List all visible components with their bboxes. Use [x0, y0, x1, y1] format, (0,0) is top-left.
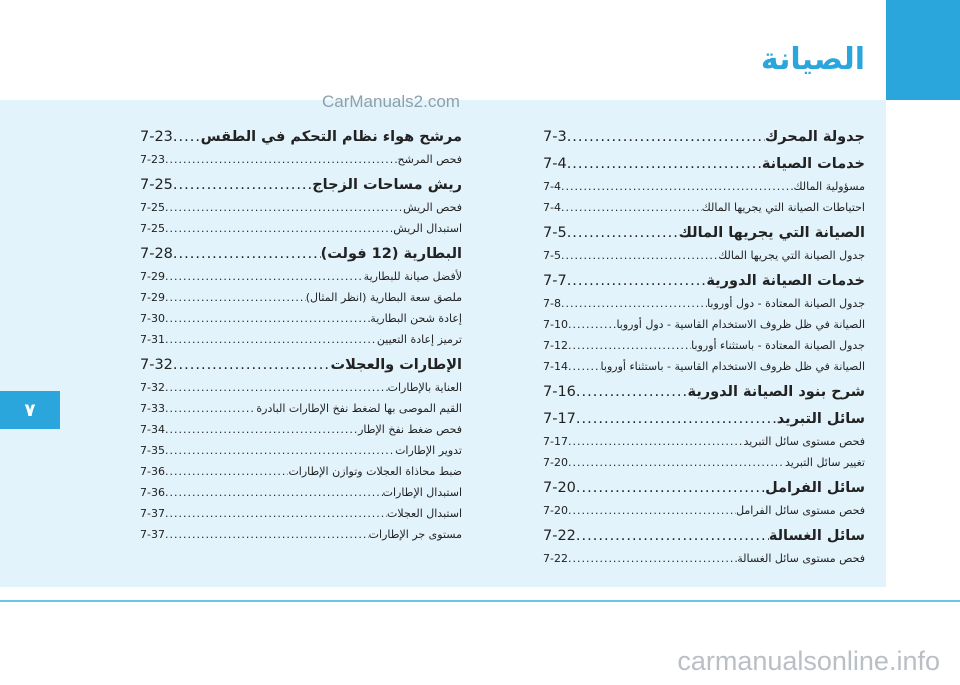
toc-leader — [173, 177, 312, 193]
toc-heading[interactable] — [543, 266, 865, 289]
toc-entry[interactable] — [543, 310, 865, 331]
watermark: CarManuals2.com — [322, 92, 460, 111]
toc-label: ملصق سعة البطارية (انظر المثال) — [305, 291, 462, 304]
toc-entry[interactable] — [140, 304, 462, 325]
toc-label: جدولة المحرك — [764, 129, 865, 145]
toc-page-number: 7-23 — [140, 129, 173, 145]
right-edge-accent — [886, 0, 960, 100]
toc-label: شرح بنود الصيانة الدورية — [687, 384, 865, 400]
toc-column-left — [140, 118, 462, 541]
toc-label: استبدال الريش — [393, 222, 462, 235]
toc-heading[interactable] — [543, 377, 865, 400]
toc-label: تغيير سائل التبريد — [785, 456, 865, 469]
toc-entry[interactable] — [140, 262, 462, 283]
toc-page-number: 7-29 — [140, 291, 165, 304]
toc-page-number: 7-12 — [543, 339, 568, 352]
right-edge-pale — [886, 100, 960, 588]
toc-page-number: 7-30 — [140, 312, 165, 325]
toc-label: البطارية (12 فولت) — [320, 246, 462, 262]
toc-page-number: 7-22 — [543, 552, 568, 565]
toc-label: احتياطات الصيانة التي يجريها المالك — [701, 201, 865, 214]
toc-leader — [568, 339, 691, 352]
toc-page-number: 7-20 — [543, 480, 576, 496]
toc-leader — [568, 318, 616, 331]
toc-page-number: 7-7 — [543, 273, 567, 289]
toc-leader — [567, 225, 679, 241]
footer-logo: carmanualsonline.info — [677, 646, 940, 676]
page-title: الصيانة — [760, 42, 865, 77]
toc-page-number: 7-36 — [140, 465, 165, 478]
toc-leader — [173, 357, 331, 373]
toc-leader — [173, 246, 321, 262]
header-band — [0, 0, 886, 100]
toc-label: فحص الريش — [403, 201, 462, 214]
toc-label: سائل التبريد — [776, 411, 865, 427]
toc-leader — [567, 156, 762, 172]
toc-leader — [568, 504, 736, 517]
toc-leader — [165, 381, 388, 394]
toc-label: ريش مساحات الزجاج — [312, 177, 462, 193]
toc-page-number: 7-4 — [543, 180, 561, 193]
toc-page-number: 7-3 — [543, 129, 567, 145]
toc-label: القيم الموصى بها لضغط نفخ الإطارات البادرة — [256, 402, 462, 415]
toc-column-right — [543, 118, 865, 565]
toc-heading[interactable] — [140, 170, 462, 193]
toc-leader — [173, 129, 201, 145]
toc-leader — [165, 444, 395, 457]
toc-page-number: 7-28 — [140, 246, 173, 262]
toc-leader — [567, 129, 765, 145]
toc-page-number: 7-35 — [140, 444, 165, 457]
toc-page-number: 7-32 — [140, 381, 165, 394]
toc-entry[interactable] — [140, 145, 462, 166]
toc-entry[interactable] — [543, 352, 865, 373]
toc-label: جدول الصيانة المعتادة - باستثناء أوروبا — [691, 339, 865, 352]
toc-leader — [165, 507, 387, 520]
toc-leader — [568, 360, 601, 373]
toc-label: مسؤولية المالك — [793, 180, 865, 193]
toc-label: لأفضل صيانة للبطارية — [363, 270, 462, 283]
toc-leader — [165, 333, 377, 346]
toc-heading[interactable] — [140, 122, 462, 145]
toc-page-number: 7-20 — [543, 456, 568, 469]
toc-leader — [165, 270, 364, 283]
toc-label: ضبط محاذاة العجلات وتوازن الإطارات — [288, 465, 462, 478]
toc-leader — [567, 273, 707, 289]
toc-page-number: 7-22 — [543, 528, 576, 544]
toc-page-number: 7-17 — [543, 435, 568, 448]
toc-leader — [568, 552, 737, 565]
toc-leader — [165, 423, 358, 436]
toc-page-number: 7-25 — [140, 222, 165, 235]
toc-leader — [568, 456, 785, 469]
toc-label: الصيانة في ظل ظروف الاستخدام القاسية - باستثناء أوروبا — [600, 360, 865, 373]
toc-leader — [561, 201, 702, 214]
toc-entry[interactable] — [140, 478, 462, 499]
toc-page-number: 7-5 — [543, 249, 561, 262]
toc-label: جدول الصيانة التي يجريها المالك — [718, 249, 865, 262]
toc-label: فحص المرشح — [397, 153, 462, 166]
toc-heading[interactable] — [543, 218, 865, 241]
toc-entry[interactable] — [140, 325, 462, 346]
toc-page-number: 7-8 — [543, 297, 561, 310]
toc-entry[interactable] — [543, 193, 865, 214]
toc-label: فحص مستوى سائل الغسالة — [737, 552, 865, 565]
toc-label: مستوى جر الإطارات — [368, 528, 462, 541]
toc-leader — [576, 411, 777, 427]
toc-leader — [165, 486, 383, 499]
toc-page-number: 7-20 — [543, 504, 568, 517]
toc-page-number: 7-16 — [543, 384, 576, 400]
toc-heading[interactable] — [543, 122, 865, 145]
toc-entry[interactable] — [140, 283, 462, 304]
toc-leader — [561, 180, 794, 193]
toc-entry[interactable] — [140, 520, 462, 541]
toc-label: خدمات الصيانة — [761, 156, 865, 172]
toc-label: سائل الفرامل — [765, 480, 865, 496]
toc-page-number: 7-4 — [543, 156, 567, 172]
toc-leader — [165, 153, 398, 166]
toc-entry[interactable] — [140, 457, 462, 478]
toc-entry[interactable] — [543, 172, 865, 193]
toc-label: تدوير الإطارات — [395, 444, 462, 457]
toc-page-number: 7-37 — [140, 528, 165, 541]
toc-label: ترميز إعادة التعيين — [376, 333, 462, 346]
toc-page-number: 7-25 — [140, 177, 173, 193]
toc-entry[interactable] — [140, 394, 462, 415]
toc-leader — [165, 312, 370, 325]
toc-page-number: 7-17 — [543, 411, 576, 427]
toc-label: خدمات الصيانة الدورية — [706, 273, 865, 289]
toc-label: استبدال العجلات — [387, 507, 462, 520]
toc-page-number: 7-36 — [140, 486, 165, 499]
footer-divider — [0, 600, 960, 602]
toc-entry[interactable] — [543, 448, 865, 469]
toc-leader — [561, 249, 718, 262]
toc-entry[interactable] — [140, 214, 462, 235]
toc-label: سائل الغسالة — [768, 528, 865, 544]
toc-entry[interactable] — [543, 544, 865, 565]
toc-entry[interactable] — [140, 436, 462, 457]
toc-page-number: 7-4 — [543, 201, 561, 214]
toc-leader — [165, 402, 256, 415]
toc-label: استبدال الإطارات — [382, 486, 462, 499]
toc-leader — [165, 291, 306, 304]
toc-page-number: 7-10 — [543, 318, 568, 331]
toc-leader — [165, 465, 288, 478]
toc-leader — [576, 384, 688, 400]
toc-leader — [165, 222, 393, 235]
toc-label: إعادة شحن البطارية — [370, 312, 462, 325]
right-edge-bar — [886, 0, 960, 588]
toc-page-number: 7-33 — [140, 402, 165, 415]
toc-label: الصيانة في ظل ظروف الاستخدام القاسية - دول أوروبا — [616, 318, 865, 331]
toc-leader — [568, 435, 743, 448]
toc-leader — [165, 201, 403, 214]
toc-entry[interactable] — [543, 289, 865, 310]
toc-heading[interactable] — [543, 404, 865, 427]
toc-leader — [576, 528, 769, 544]
toc-heading[interactable] — [543, 521, 865, 544]
toc-heading[interactable] — [543, 473, 865, 496]
toc-entry[interactable] — [140, 415, 462, 436]
toc-heading[interactable] — [140, 239, 462, 262]
toc-label: جدول الصيانة المعتادة - دول أوروبا — [707, 297, 865, 310]
toc-page-number: 7-31 — [140, 333, 165, 346]
toc-page-number: 7-29 — [140, 270, 165, 283]
toc-label: فحص مستوى سائل التبريد — [743, 435, 865, 448]
toc-label: فحص مستوى سائل الفرامل — [736, 504, 865, 517]
toc-leader — [561, 297, 707, 310]
toc-label: الصيانة التي يجريها المالك — [678, 225, 865, 241]
toc-page-number: 7-23 — [140, 153, 165, 166]
toc-heading[interactable] — [140, 350, 462, 373]
toc-page-number: 7-14 — [543, 360, 568, 373]
toc-heading[interactable] — [543, 149, 865, 172]
toc-leader — [576, 480, 765, 496]
toc-entry[interactable] — [543, 427, 865, 448]
toc-entry[interactable] — [543, 241, 865, 262]
toc-page-number: 7-32 — [140, 357, 173, 373]
toc-entry[interactable] — [543, 496, 865, 517]
toc-entry[interactable] — [140, 373, 462, 394]
toc-page-number: 7-25 — [140, 201, 165, 214]
toc-label: الإطارات والعجلات — [330, 357, 462, 373]
toc-label: العناية بالإطارات — [387, 381, 462, 394]
toc-page-number: 7-37 — [140, 507, 165, 520]
toc-entry[interactable] — [543, 331, 865, 352]
chapter-tab[interactable]: ٧ — [0, 391, 60, 429]
toc-page-number: 7-34 — [140, 423, 165, 436]
toc-entry[interactable] — [140, 499, 462, 520]
toc-label: مرشح هواء نظام التحكم في الطقس — [200, 129, 462, 145]
toc-page-number: 7-5 — [543, 225, 567, 241]
toc-entry[interactable] — [140, 193, 462, 214]
toc-label: فحص ضغط نفخ الإطار — [358, 423, 462, 436]
toc-leader — [165, 528, 369, 541]
